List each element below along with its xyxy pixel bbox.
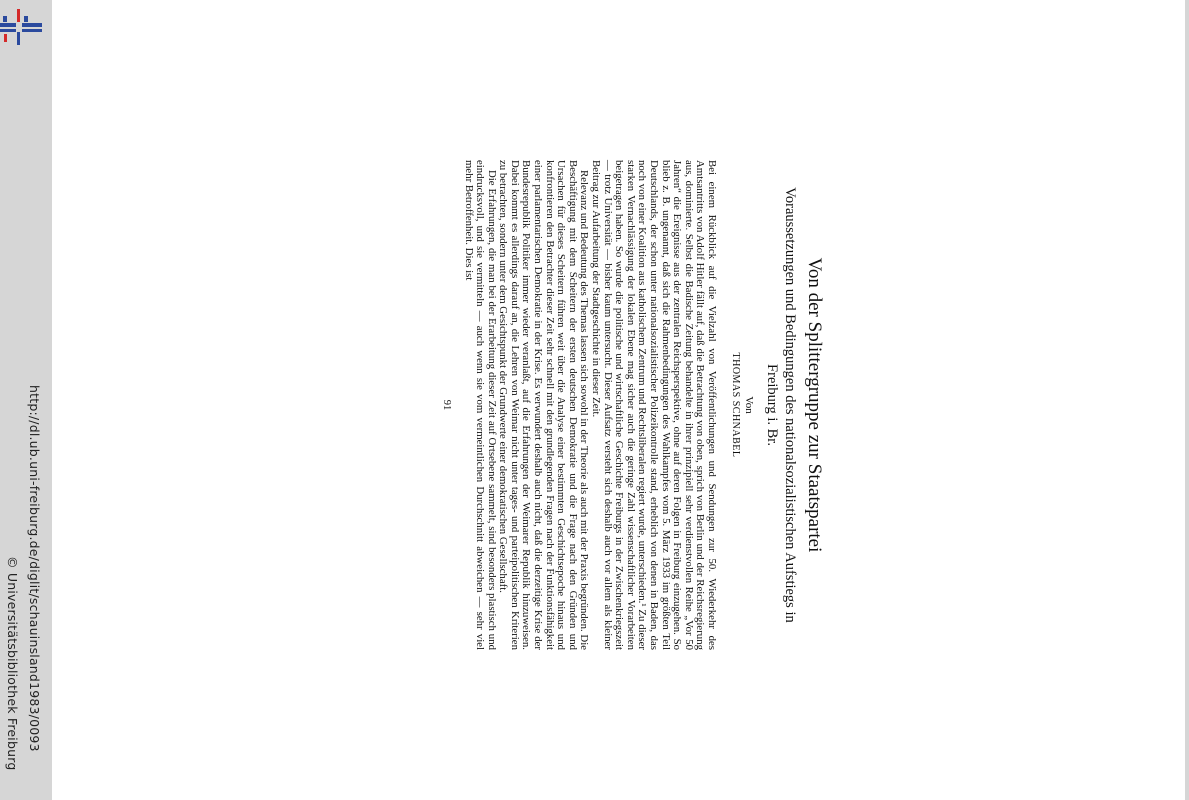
paragraph: Relevanz und Bedeutung des Themas lassen sich sowohl in der Theorie als auch mit der Praxis begründen. Die Beschäftigung mit dem Scheitern der ersten deutschen Demokratie und die Frage nach den Gründen und Ursachen für dieses Scheitern führen weit über die Analyse einer bestimmten Geschichtsepoche hinaus und konfrontieren den Betrachter dieser Zeit sehr schnell mit den grundlegenden Fragen nach der Funktionsfähigkeit einer parlamentarischen Demokratie in der Krise. Es verwundert deshalb auch nicht, daß die derzeitige Krise der Bundesrepublik Politiker immer wieder veranlaßt, auf die Erfahrungen der Weimarer Republik hinzuweisen. Dabei kommt es allerdings darauf an, die Lehren von Weimar nicht unter tages- und parteipolitischen Kriterien zu betrachten, sondern unter dem Gesichtspunkt der Grundwerte einer demokratischen Gesellschaft. <box>497 160 591 650</box>
byline: Von <box>743 396 755 414</box>
article-body <box>462 160 717 650</box>
article-title: Von der Splittergruppe zur Staatspartei <box>804 257 825 553</box>
side-strip <box>0 0 52 800</box>
author-name: THOMAS SCHNABEL <box>730 352 741 458</box>
rotated-page <box>441 160 910 650</box>
article-subtitle: Voraussetzungen und Bedingungen des nationalsozialistischen Aufstiegs in Freiburg i. Br. <box>764 187 798 623</box>
page-number: 91 <box>440 399 452 411</box>
paragraph: Bei einem Rückblick auf die Vielzahl von Veröffentlichungen und Sendungen zur 50. Wiederkehr des Amtsantritts von Adolf Hitler fällt auf, daß die Betrachtung von oben, sprich von Berlin und der Reichsregierung aus, dominierte. Selbst die Badische Zeitung behandelte in ihrer prinzipiell sehr verdienstvollen Reihe „Vor 50 Jahren“ die Ereignisse aus der zentralen Reichsperspektive, ohne auf deren Folgen in Freiburg einzugehen. So blieb z. B. ungenannt, daß sich die Rahmenbedingungen des Wahlkampfes vom 5. März 1933 im größten Teil Deutschlands, der schon unter nationalsozialistischer Polizeikontrolle stand, erheblich von denen in Baden, das noch von einer Koalition aus katholischem Zentrum und Rechtsliberalen regiert wurde, unterschieden.¹ Zu dieser starken Vernachlässigung der lokalen Ebene mag sicher auch die geringe Zahl wissenschaftlicher Vorarbeiten beigetragen haben. So wurde die politische und wirtschaftliche Geschichte Freiburgs in der Zwischenkriegszeit — trotz Universität — bisher kaum untersucht. Dieser Aufsatz versteht sich deshalb auch vor allem als kleiner Beitrag zur Aufarbeitung der Stadtgeschichte in dieser Zeit. <box>590 160 718 650</box>
right-edge <box>1185 0 1189 800</box>
library-logo-icon <box>0 6 46 50</box>
paragraph: Die Erfahrungen, die man bei der Erarbeitung dieser Zeit auf Ortsebene sammelt, sind besonders plastisch und eindrucksvoll, und sie vermitteln — auch wenn sie vom vermeintlichen Durchschnitt abweichen — sehr viel mehr Betroffenheit. Dies ist <box>462 160 498 650</box>
source-url[interactable]: http://dl.ub.uni-freiburg.de/diglit/schauinsland1983/0093 <box>27 385 42 752</box>
copyright-notice: © Universitätsbibliothek Freiburg <box>5 556 20 771</box>
